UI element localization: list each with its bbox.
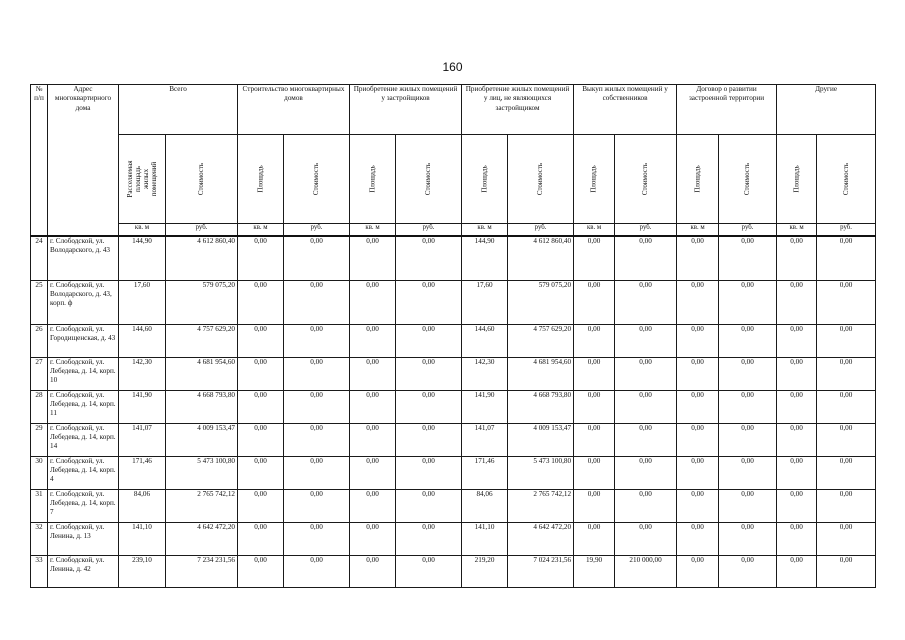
cell-cost: 0,00 xyxy=(284,324,350,357)
row-address: г. Слободской, ул. Лебедева, д. 14, корп. 4 xyxy=(48,456,119,489)
cell-area: 0,00 xyxy=(574,236,615,280)
cell-area: 19,90 xyxy=(574,555,615,587)
housing-resettlement-table xyxy=(30,84,876,588)
subheader-area: Площадь xyxy=(238,135,284,224)
cell-cost: 4 642 472,20 xyxy=(508,522,574,555)
cell-cost: 0,00 xyxy=(615,390,677,423)
cell-cost: 0,00 xyxy=(817,555,876,587)
cell-area: 0,00 xyxy=(238,555,284,587)
cell-cost: 4 668 793,80 xyxy=(166,390,238,423)
cell-cost: 4 009 153,47 xyxy=(508,423,574,456)
cell-cost: 4 757 629,20 xyxy=(508,324,574,357)
table-row xyxy=(31,489,876,522)
cell-cost: 0,00 xyxy=(396,489,462,522)
cell-cost: 5 473 100,80 xyxy=(166,456,238,489)
cell-cost: 4 009 153,47 xyxy=(166,423,238,456)
cell-area: 0,00 xyxy=(350,489,396,522)
row-number: 25 xyxy=(31,280,48,324)
cell-cost: 0,00 xyxy=(719,489,777,522)
subheader-area: Площадь xyxy=(777,135,817,224)
cell-cost: 0,00 xyxy=(396,390,462,423)
cell-cost: 4 642 472,20 xyxy=(166,522,238,555)
cell-area: 0,00 xyxy=(677,555,719,587)
cell-cost: 0,00 xyxy=(284,423,350,456)
unit-area: кв. м xyxy=(350,224,396,237)
cell-cost: 7 024 231,56 xyxy=(508,555,574,587)
col-number-header: № п/п xyxy=(31,85,48,237)
cell-cost: 579 075,20 xyxy=(508,280,574,324)
cell-area: 0,00 xyxy=(574,280,615,324)
table-row xyxy=(31,423,876,456)
cell-area: 0,00 xyxy=(238,324,284,357)
cell-area: 0,00 xyxy=(238,390,284,423)
table-row xyxy=(31,324,876,357)
cell-cost: 0,00 xyxy=(817,280,876,324)
cell-cost: 4 757 629,20 xyxy=(166,324,238,357)
cell-area: 144,60 xyxy=(462,324,508,357)
cell-area: 144,90 xyxy=(462,236,508,280)
cell-cost: 0,00 xyxy=(396,324,462,357)
cell-area: 0,00 xyxy=(777,489,817,522)
row-address: г. Слободской, ул. Ленина, д. 42 xyxy=(48,555,119,587)
cell-cost: 0,00 xyxy=(615,280,677,324)
subheader-cost: Стоимость xyxy=(719,135,777,224)
cell-area: 0,00 xyxy=(238,236,284,280)
row-number: 30 xyxy=(31,456,48,489)
subheader-resettled-area: Расселяемая площадь жилых помещений xyxy=(119,135,166,224)
cell-area: 0,00 xyxy=(677,522,719,555)
cell-cost: 4 681 954,60 xyxy=(166,357,238,390)
cell-area: 0,00 xyxy=(350,555,396,587)
subheader-area: Площадь xyxy=(350,135,396,224)
table-row xyxy=(31,555,876,587)
cell-cost: 0,00 xyxy=(719,390,777,423)
subheader-area: Площадь xyxy=(462,135,508,224)
cell-area: 0,00 xyxy=(350,522,396,555)
cell-cost: 0,00 xyxy=(719,236,777,280)
cell-area: 141,10 xyxy=(462,522,508,555)
cell-area: 0,00 xyxy=(777,555,817,587)
cell-area: 0,00 xyxy=(350,456,396,489)
cell-cost: 0,00 xyxy=(396,357,462,390)
cell-area: 84,06 xyxy=(462,489,508,522)
cell-area: 141,07 xyxy=(119,423,166,456)
unit-area: кв. м xyxy=(119,224,166,237)
row-number: 31 xyxy=(31,489,48,522)
group-header-purchase-non-developers: Приобретение жилых помещений у лиц, не являющихся застройщиком xyxy=(462,85,574,135)
subheader-cost: Стоимость xyxy=(508,135,574,224)
cell-area: 0,00 xyxy=(777,324,817,357)
cell-cost: 4 681 954,60 xyxy=(508,357,574,390)
cell-cost: 0,00 xyxy=(396,522,462,555)
cell-area: 141,90 xyxy=(119,390,166,423)
cell-area: 141,10 xyxy=(119,522,166,555)
cell-area: 239,10 xyxy=(119,555,166,587)
group-header-total: Всего xyxy=(119,85,238,135)
cell-area: 0,00 xyxy=(677,280,719,324)
unit-cost: руб. xyxy=(508,224,574,237)
cell-area: 0,00 xyxy=(777,280,817,324)
cell-cost: 2 765 742,12 xyxy=(166,489,238,522)
cell-area: 0,00 xyxy=(238,522,284,555)
unit-cost: руб. xyxy=(615,224,677,237)
cell-cost: 0,00 xyxy=(615,489,677,522)
cell-cost: 0,00 xyxy=(615,423,677,456)
cell-cost: 0,00 xyxy=(719,357,777,390)
cell-cost: 0,00 xyxy=(817,456,876,489)
subheader-area: Площадь xyxy=(574,135,615,224)
cell-area: 171,46 xyxy=(119,456,166,489)
subheader-cost: Стоимость xyxy=(817,135,876,224)
cell-cost: 4 612 860,40 xyxy=(166,236,238,280)
cell-cost: 0,00 xyxy=(817,423,876,456)
unit-cost: руб. xyxy=(817,224,876,237)
table-row xyxy=(31,522,876,555)
cell-cost: 0,00 xyxy=(284,357,350,390)
cell-area: 0,00 xyxy=(350,280,396,324)
cell-cost: 0,00 xyxy=(396,423,462,456)
cell-cost: 0,00 xyxy=(284,280,350,324)
cell-cost: 5 473 100,80 xyxy=(508,456,574,489)
cell-area: 17,60 xyxy=(462,280,508,324)
cell-area: 0,00 xyxy=(238,280,284,324)
cell-area: 0,00 xyxy=(574,357,615,390)
cell-cost: 0,00 xyxy=(719,456,777,489)
cell-cost: 0,00 xyxy=(284,522,350,555)
cell-cost: 0,00 xyxy=(817,390,876,423)
cell-area: 0,00 xyxy=(574,423,615,456)
cell-area: 0,00 xyxy=(574,456,615,489)
cell-area: 0,00 xyxy=(677,324,719,357)
cell-cost: 0,00 xyxy=(817,357,876,390)
cell-area: 0,00 xyxy=(238,357,284,390)
cell-cost: 0,00 xyxy=(817,324,876,357)
cell-area: 144,90 xyxy=(119,236,166,280)
cell-cost: 0,00 xyxy=(719,423,777,456)
group-header-purchase-developers: Приобретение жилых помещений у застройщиков xyxy=(350,85,462,135)
cell-cost: 0,00 xyxy=(284,555,350,587)
unit-area: кв. м xyxy=(238,224,284,237)
cell-cost: 4 612 860,40 xyxy=(508,236,574,280)
unit-cost: руб. xyxy=(284,224,350,237)
cell-cost: 0,00 xyxy=(284,489,350,522)
row-address: г. Слободской, ул. Володарского, д. 43 xyxy=(48,236,119,280)
cell-area: 0,00 xyxy=(238,423,284,456)
subheader-cost: Стоимость xyxy=(284,135,350,224)
cell-area: 0,00 xyxy=(677,456,719,489)
cell-area: 0,00 xyxy=(677,357,719,390)
cell-cost: 0,00 xyxy=(817,522,876,555)
cell-cost: 0,00 xyxy=(615,324,677,357)
cell-cost: 4 668 793,80 xyxy=(508,390,574,423)
cell-cost: 2 765 742,12 xyxy=(508,489,574,522)
subheader-cost: Стоимость xyxy=(615,135,677,224)
col-address-header: Адрес многоквартирного дома xyxy=(48,85,119,237)
cell-cost: 0,00 xyxy=(615,456,677,489)
cell-area: 0,00 xyxy=(777,390,817,423)
cell-area: 0,00 xyxy=(777,236,817,280)
cell-area: 0,00 xyxy=(777,522,817,555)
cell-cost: 0,00 xyxy=(284,390,350,423)
row-number: 33 xyxy=(31,555,48,587)
row-address: г. Слободской, ул. Володарского, д. 43, корп. ф xyxy=(48,280,119,324)
cell-cost: 0,00 xyxy=(719,555,777,587)
cell-cost: 7 234 231,56 xyxy=(166,555,238,587)
table-row xyxy=(31,236,876,280)
cell-area: 0,00 xyxy=(574,390,615,423)
row-address: г. Слободской, ул. Лебедева, д. 14, корп. 10 xyxy=(48,357,119,390)
subheader-cost: Стоимость xyxy=(166,135,238,224)
cell-area: 0,00 xyxy=(350,357,396,390)
cell-area: 0,00 xyxy=(574,324,615,357)
cell-area: 0,00 xyxy=(350,423,396,456)
unit-cost: руб. xyxy=(166,224,238,237)
cell-area: 142,30 xyxy=(462,357,508,390)
row-address: г. Слободской, ул. Городищенская, д. 43 xyxy=(48,324,119,357)
table-body xyxy=(31,236,876,587)
row-number: 32 xyxy=(31,522,48,555)
cell-cost: 0,00 xyxy=(719,324,777,357)
cell-area: 141,90 xyxy=(462,390,508,423)
cell-cost: 0,00 xyxy=(284,456,350,489)
cell-area: 0,00 xyxy=(777,423,817,456)
cell-cost: 0,00 xyxy=(396,280,462,324)
cell-area: 0,00 xyxy=(574,522,615,555)
cell-cost: 0,00 xyxy=(719,280,777,324)
cell-area: 84,06 xyxy=(119,489,166,522)
cell-cost: 0,00 xyxy=(396,456,462,489)
row-number: 27 xyxy=(31,357,48,390)
group-header-development-agreement: Договор о развитии застроенной территории xyxy=(677,85,777,135)
unit-cost: руб. xyxy=(719,224,777,237)
cell-area: 141,07 xyxy=(462,423,508,456)
cell-cost: 0,00 xyxy=(817,489,876,522)
group-header-other: Другие xyxy=(777,85,876,135)
cell-area: 144,60 xyxy=(119,324,166,357)
cell-cost: 0,00 xyxy=(615,522,677,555)
cell-area: 0,00 xyxy=(350,324,396,357)
cell-cost: 0,00 xyxy=(615,357,677,390)
subheader-cost: Стоимость xyxy=(396,135,462,224)
row-address: г. Слободской, ул. Лебедева, д. 14, корп. 11 xyxy=(48,390,119,423)
row-number: 29 xyxy=(31,423,48,456)
group-header-construction: Строительство многоквартирных домов xyxy=(238,85,350,135)
row-number: 24 xyxy=(31,236,48,280)
cell-area: 0,00 xyxy=(238,489,284,522)
table-row xyxy=(31,390,876,423)
group-header-buyout-owners: Выкуп жилых помещений у собственников xyxy=(574,85,677,135)
cell-area: 0,00 xyxy=(350,390,396,423)
page-number: 160 xyxy=(442,60,463,74)
cell-area: 0,00 xyxy=(677,236,719,280)
table-row xyxy=(31,357,876,390)
cell-cost: 0,00 xyxy=(817,236,876,280)
row-address: г. Слободской, ул. Ленина, д. 13 xyxy=(48,522,119,555)
unit-area: кв. м xyxy=(677,224,719,237)
cell-area: 0,00 xyxy=(574,489,615,522)
cell-area: 0,00 xyxy=(777,357,817,390)
cell-cost: 0,00 xyxy=(396,236,462,280)
cell-cost: 0,00 xyxy=(615,236,677,280)
cell-area: 0,00 xyxy=(350,236,396,280)
cell-cost: 0,00 xyxy=(284,236,350,280)
row-number: 28 xyxy=(31,390,48,423)
row-number: 26 xyxy=(31,324,48,357)
cell-area: 142,30 xyxy=(119,357,166,390)
cell-area: 0,00 xyxy=(677,489,719,522)
cell-cost: 0,00 xyxy=(719,522,777,555)
table-row xyxy=(31,280,876,324)
unit-area: кв. м xyxy=(574,224,615,237)
unit-area: кв. м xyxy=(462,224,508,237)
cell-area: 219,20 xyxy=(462,555,508,587)
cell-area: 171,46 xyxy=(462,456,508,489)
unit-area: кв. м xyxy=(777,224,817,237)
cell-area: 17,60 xyxy=(119,280,166,324)
cell-area: 0,00 xyxy=(238,456,284,489)
subheader-area: Площадь xyxy=(677,135,719,224)
row-address: г. Слободской, ул. Лебедева, д. 14, корп. 7 xyxy=(48,489,119,522)
cell-area: 0,00 xyxy=(777,456,817,489)
cell-cost: 579 075,20 xyxy=(166,280,238,324)
cell-cost: 0,00 xyxy=(396,555,462,587)
cell-cost: 210 000,00 xyxy=(615,555,677,587)
cell-area: 0,00 xyxy=(677,390,719,423)
table-row xyxy=(31,456,876,489)
cell-area: 0,00 xyxy=(677,423,719,456)
unit-cost: руб. xyxy=(396,224,462,237)
row-address: г. Слободской, ул. Лебедева, д. 14, корп. 14 xyxy=(48,423,119,456)
